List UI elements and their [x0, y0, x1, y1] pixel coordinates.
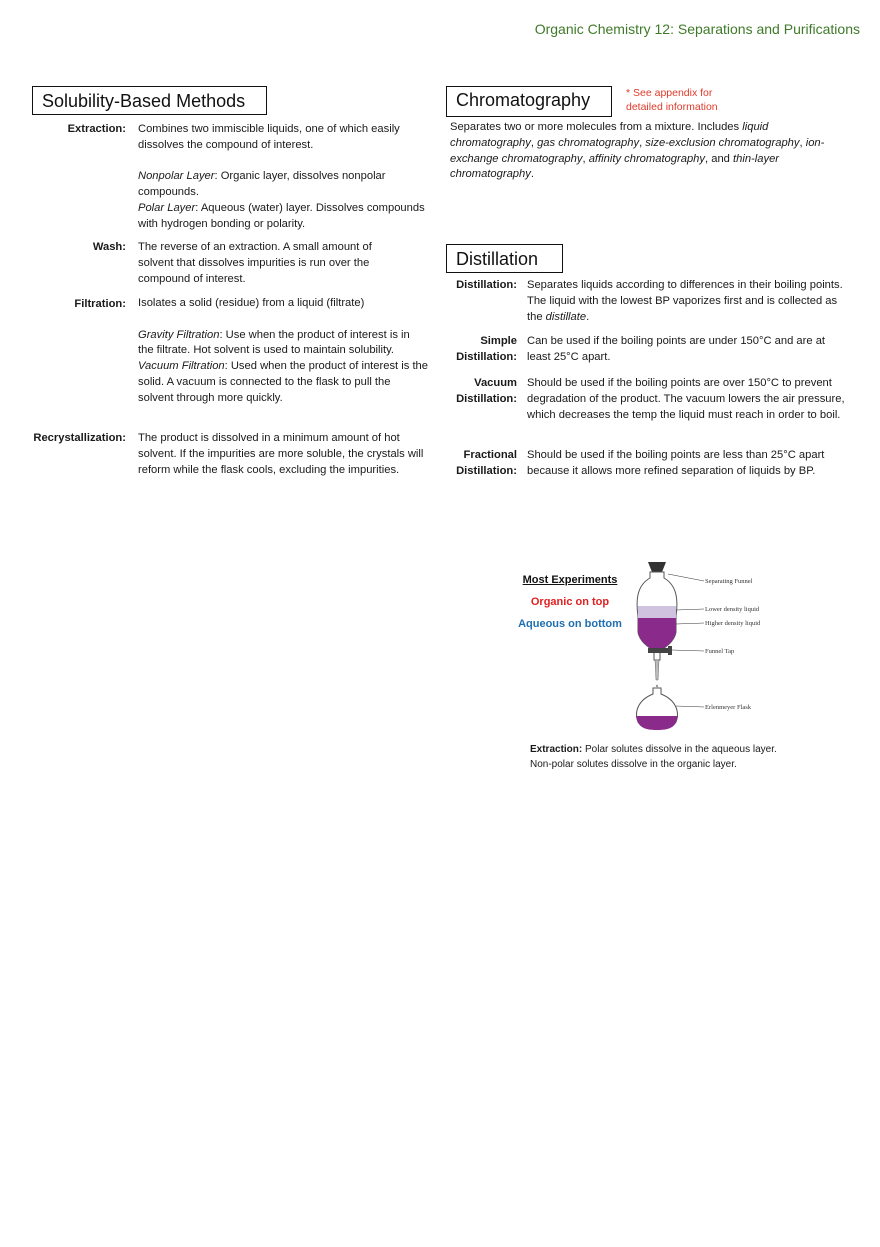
separator: , and	[705, 152, 733, 165]
term-label: Extraction:	[67, 123, 126, 135]
label-separating-funnel: Separating Funnel	[705, 578, 753, 585]
separating-funnel-diagram	[620, 556, 780, 736]
figure-heading: Most Experiments	[522, 574, 618, 586]
organic-on-top-label: Organic on top	[530, 596, 610, 608]
separator: ,	[582, 152, 589, 165]
appendix-note-line1: * See appendix for	[626, 87, 713, 99]
chrom-type: size-exclusion chromatography	[645, 136, 800, 149]
caption-text: Polar solutes dissolve in the aqueous layer. Non-polar solutes dissolve in the organic layer.	[530, 744, 777, 770]
funnel-stopper	[648, 562, 666, 572]
term-text: Should be used if the boiling points are over 150°C to prevent degradation of the product. The vacuum lowers the air pressure, which decreases the temp the liquid must reach in order to boil.	[527, 377, 845, 421]
term-label: Fractional Distillation:	[456, 449, 517, 477]
appendix-note	[626, 86, 718, 114]
term-end: .	[586, 310, 590, 323]
chrom-type: thin-layer chromatography	[450, 152, 780, 181]
label-higher-density: Higher density liquid	[705, 620, 761, 627]
term-label: Distillation:	[456, 279, 517, 291]
term-label: Filtration:	[74, 298, 126, 310]
term-label: Vacuum Distillation:	[456, 377, 517, 405]
term-text: Combines two immiscible liquids, one of which easily dissolves the compound of interest.	[138, 123, 400, 151]
subitem-text: : Used when the product of interest is the solid. A vacuum is connected to the flask to pull the solvent through more quickly.	[138, 360, 428, 404]
aqueous-on-bottom-label: Aqueous on bottom	[518, 618, 622, 630]
chrom-type: ion-exchange chromatography	[450, 136, 825, 165]
label-funnel-tap: Funnel Tap	[705, 648, 735, 655]
separator: .	[530, 168, 534, 181]
term-text: Can be used if the boiling points are under 150°C and are at least 25°C apart.	[527, 335, 826, 363]
chrom-type: affinity chromatography	[588, 152, 705, 165]
term-text: Should be used if the boiling points are less than 25°C apart because it allows more refined separation of liquids by BP.	[527, 449, 825, 477]
term-label: Simple Distillation:	[456, 335, 517, 363]
term-text: Isolates a solid (residue) from a liquid (filtrate)	[138, 297, 365, 309]
funnel-stem	[655, 660, 659, 680]
term-label: Recrystallization:	[33, 432, 126, 444]
term-description	[138, 431, 428, 478]
appendix-note-line2: detailed information	[626, 101, 718, 113]
term-description	[138, 122, 428, 233]
subitem-term: Nonpolar Layer	[138, 170, 215, 183]
term-subitem	[138, 169, 428, 201]
term-subitem	[138, 201, 428, 233]
subitem-text: : Organic layer, dissolves nonpolar compounds.	[138, 170, 386, 199]
figure-legend	[510, 574, 630, 630]
label-erlenmeyer-flask: Erlenmeyer Flask	[705, 704, 752, 711]
funnel-tap	[648, 648, 670, 653]
term-description	[527, 278, 845, 325]
term-text: The product is dissolved in a minimum amount of hot solvent. If the impurities are more soluble, the crystals will reform while the flask cools, excluding the impurities.	[138, 432, 424, 476]
subitem-term: Vacuum Filtration	[138, 360, 225, 373]
term-description	[527, 376, 845, 423]
page-header-title: Organic Chemistry 12: Separations and Purifications	[534, 21, 860, 37]
chrom-type: liquid chromatography	[450, 121, 769, 149]
term-description	[527, 334, 845, 366]
term-text: Separates liquids according to differences in their boiling points. The liquid with the lowest BP vaporizes first and is collected as the	[527, 279, 843, 323]
term-subitem	[138, 359, 428, 406]
subitem-text: : Use when the product of interest is in the filtrate. Hot solvent is used to maintain solubility.	[138, 328, 410, 357]
term-text: The reverse of an extraction. A small amount of solvent that dissolves impurities is run over the compound of interest.	[138, 241, 372, 285]
label-lower-density: Lower density liquid	[705, 606, 760, 613]
subitem-term: Polar Layer	[138, 201, 196, 214]
subitem-text: : Aqueous (water) layer. Dissolves compounds with hydrogen bonding or polarity.	[138, 201, 425, 230]
term-emphasis: distillate	[545, 310, 587, 323]
figure-caption	[530, 742, 800, 772]
chrom-intro: Separates two or more molecules from a mixture. Includes	[450, 121, 743, 133]
term-label: Wash:	[92, 241, 126, 253]
caption-label: Extraction:	[530, 744, 583, 755]
section-title-chromatography: Chromatography	[446, 86, 612, 117]
term-description	[138, 296, 428, 407]
chromatography-description	[450, 120, 840, 183]
term-description	[527, 448, 845, 480]
section-title-solubility: Solubility-Based Methods	[32, 86, 267, 115]
lower-density-layer	[638, 606, 676, 618]
separator: ,	[639, 136, 646, 149]
separator: ,	[530, 136, 538, 149]
chrom-type: gas chromatography	[537, 136, 640, 149]
term-description	[138, 240, 400, 287]
subitem-term: Gravity Filtration	[138, 328, 220, 341]
separator: ,	[799, 136, 806, 149]
term-subitem	[138, 328, 428, 360]
section-title-distillation: Distillation	[446, 244, 563, 273]
